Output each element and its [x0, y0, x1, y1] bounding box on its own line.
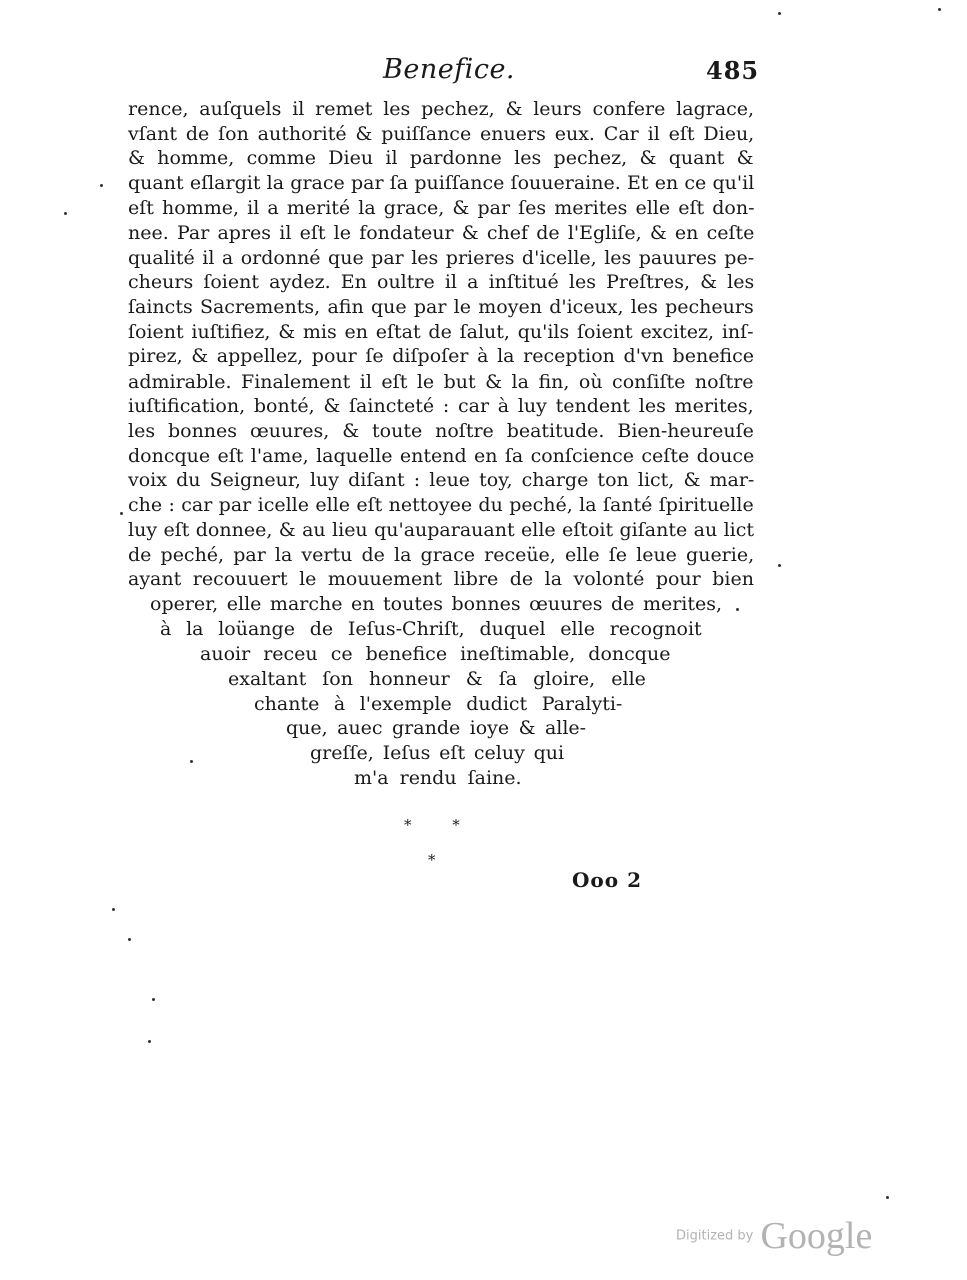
ink-speck [112, 908, 115, 911]
body-line: voix du Seigneur, luy diſant : leue toy, charge ton lict, & mar- [128, 469, 755, 491]
body-line: qualité il a ordonné que par les prieres d'icelle, les pauures pe- [128, 247, 755, 269]
body-line: à la loüange de Ieſus-Chriſt, duquel elle recognoit [160, 618, 702, 640]
body-line: cheurs ſoient aydez. En oultre il a inſtitué les Preſtres, & les [128, 271, 755, 293]
body-line: que, auec grande ioye & alle- [286, 717, 587, 739]
ink-speck [128, 938, 131, 941]
body-line: ſoient iuſtifiez, & mis en eſtat de ſalut, qu'ils ſoient excitez, inſ- [128, 321, 754, 343]
body-line: operer, elle marche en toutes bonnes œuures de merites, [150, 593, 723, 615]
fleuron-ornament: * [428, 851, 454, 869]
google-watermark [676, 1214, 872, 1258]
body-line: m'a rendu ſaine. [354, 767, 522, 789]
fleuron-ornament: * * [404, 816, 478, 834]
body-line: rence, auſquels il remet les pechez, & leurs confere lagrace, [128, 98, 755, 120]
running-head: Benefice. [383, 54, 515, 85]
body-line: greſſe, Ieſus eſt celuy qui [310, 742, 565, 764]
signature-mark: Ooo 2 [572, 868, 642, 892]
body-line: exaltant ſon honneur & ſa gloire, elle [228, 668, 646, 690]
ink-speck [190, 760, 193, 763]
body-line: chante à l'exemple dudict Paralyti- [254, 693, 623, 715]
body-line: admirable. Finalement il eſt le but & la fin, où conſiſte noſtre [128, 371, 754, 393]
body-line: auoir receu ce benefice ineſtimable, doncque [200, 643, 671, 665]
ink-speck [152, 998, 155, 1001]
body-line: doncque eſt l'ame, laquelle entend en ſa conſcience ceſte douce [128, 445, 755, 467]
watermark-digitized-label: Digitized by [676, 1228, 754, 1244]
body-line: iuſtification, bonté, & ſaincteté : car à luy tendent les merites, [128, 395, 754, 417]
ink-speck [736, 608, 739, 611]
body-line: eſt homme, il a merité la grace, & par ſes merites elle eſt don- [128, 197, 755, 219]
body-line: vſant de ſon authorité & puiſſance enuers eux. Car il eſt Dieu, [128, 123, 755, 145]
body-line: luy eſt donnee, & au lieu qu'auparauant elle eſtoit giſante au lict [128, 519, 755, 541]
body-line: quant eſlargit la grace par ſa puiſſance ſouueraine. Et en ce qu'il [128, 172, 755, 194]
ink-speck [64, 212, 67, 215]
ink-speck [886, 1196, 889, 1199]
body-line: & homme, comme Dieu il pardonne les pechez, & quant & [128, 147, 754, 169]
ink-speck [148, 1040, 151, 1043]
body-line: de peché, par la vertu de la grace receüe, elle ſe leue guerie, [128, 544, 755, 566]
page-number: 485 [706, 56, 760, 85]
ink-speck [778, 564, 781, 567]
ink-speck [120, 512, 123, 515]
ink-speck [778, 12, 781, 15]
body-line: che : car par icelle elle eſt nettoyee du peché, la ſanté ſpirituelle [128, 494, 754, 516]
watermark-google-label: Google [760, 1215, 873, 1257]
body-line: ayant recouuert le mouuement libre de la volonté pour bien [128, 568, 754, 590]
body-line: les bonnes œuures, & toute noſtre beatitude. Bien-heureuſe [128, 420, 754, 442]
body-line: pirez, & appellez, pour ſe diſpoſer à la reception d'vn benefice [128, 345, 754, 367]
ink-speck [100, 184, 103, 187]
body-line: nee. Par apres il eſt le fondateur & chef de l'Egliſe, & en ceſte [128, 222, 755, 244]
body-line: ſaincts Sacrements, afin que par le moyen d'iceux, les pecheurs [128, 296, 754, 318]
ink-speck [938, 8, 941, 11]
